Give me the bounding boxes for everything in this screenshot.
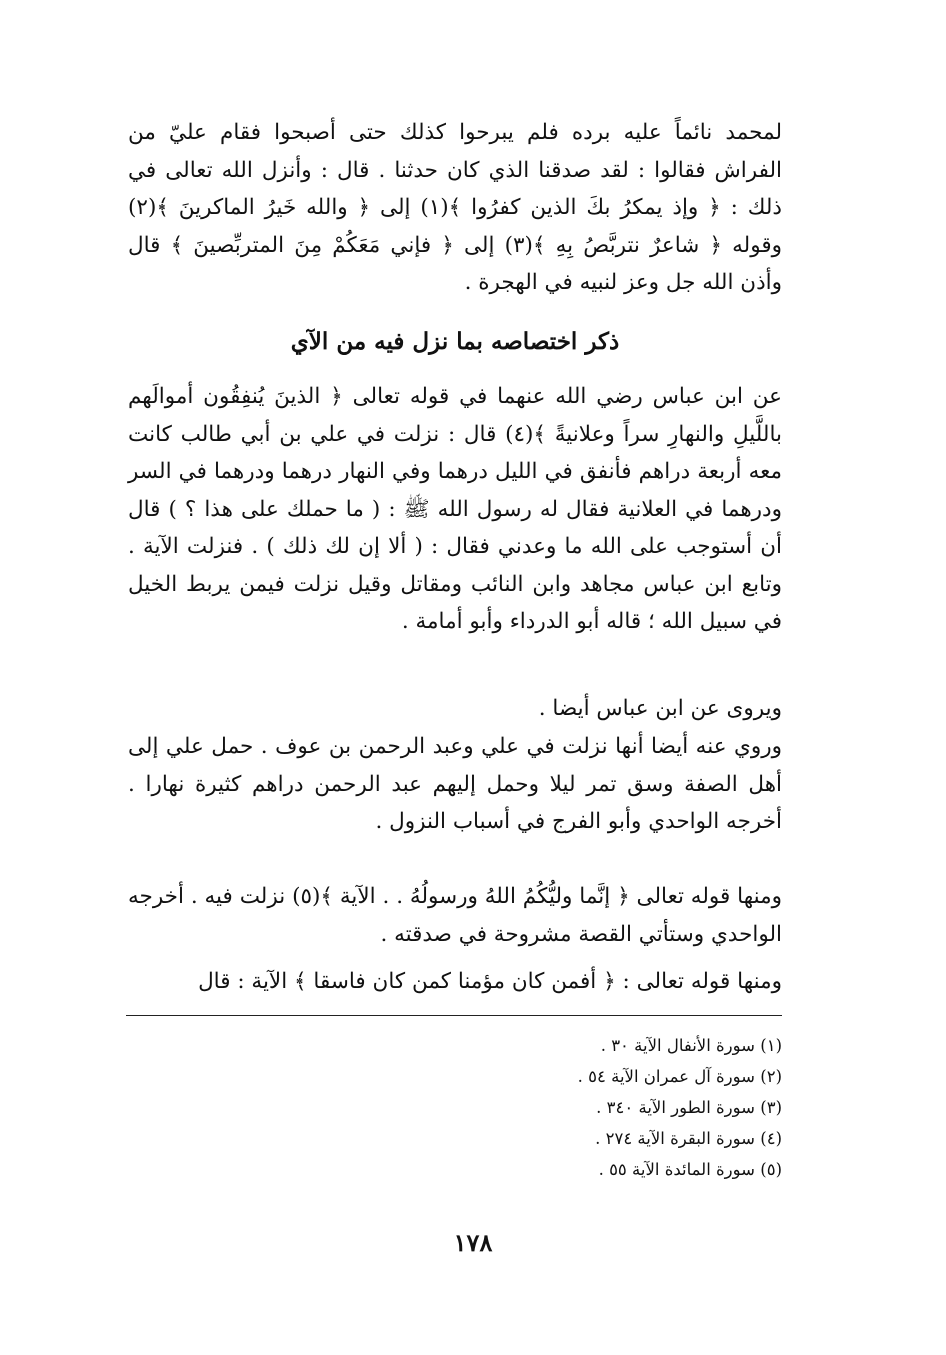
paragraph-innama: ومنها قوله تعالى ﴿ إنَّما وليُّكُمُ اللهُ ورسولُهُ . . الآية ﴾(٥) نزلت فيه . أخرجه الواحدي وستأتي القصة مشروحة في صدقته .	[128, 884, 782, 947]
paragraph-ibn-abbas: عن ابن عباس رضي الله عنهما في قوله تعالى ﴿ الذينَ يُنفِقُون أموالَهم باللَّيلِ والنهارِ سراً وعلانيةً ﴾(٤) قال : نزلت في علي بن أبي طالب كانت معه أربعة دراهم فأنفق في الليل درهما وفي النهار درهما ودرهما في السر ودرهما في العلانية فقال له رسول الله ﷺ : ( ما حملك على هذا ؟ ) قال أن أستوجب على الله ما وعدني فقال : ( ألا إن لك ذلك ) . فنزلت الآية . وتابع ابن عباس مجاهد وابن النائب ومقاتل وقيل نزلت فيمن يربط الخيل في سبيل الله ؛ قاله أبو الدرداء وأبو أمامة .	[128, 384, 782, 634]
footnote-item: (٤) سورة البقرة الآية ٢٧٤ .	[595, 1129, 782, 1148]
footnote-item: (١) سورة الأنفال الآية ٣٠ .	[600, 1036, 782, 1055]
section-heading: ذكر اختصاصه بما نزل فيه من الآي	[290, 328, 620, 355]
footnote-item: (٢) سورة آل عمران الآية ٥٤ .	[577, 1067, 782, 1086]
paragraph-also-narrated: ويروى عن ابن عباس أيضا .	[538, 696, 782, 721]
footnote-item: (٣) سورة الطور الآية ٣٤٠ .	[596, 1098, 782, 1117]
page-number: ١٧٨	[453, 1228, 493, 1257]
paragraph-continuation: لمحمد نائماً عليه برده فلم يبرحوا كذلك حتى أصبحوا فقام عليّ من الفراش فقالوا : لقد صدقنا الذي كان حدثنا . قال : وأنزل الله تعالى في ذلك : ﴿ وإذ يمكرُ بكَ الذين كفرُوا ﴾(١) إلى ﴿ والله خَيرُ الماكرينَ ﴾(٢) وقوله ﴿ شاعرٌ نتربَّصُ بِهِ ﴾(٣) إلى ﴿ فإني مَعَكُمْ مِنَ المتربِّصينَ ﴾ قال وأذن الله جل وعز لنبيه في الهجرة .	[128, 120, 782, 295]
paragraph-afaman: ومنها قوله تعالى : ﴿ أفمن كان مؤمنا كمن كان فاسقا ﴾ الآية : قال	[198, 969, 782, 994]
footnote-divider	[126, 1015, 782, 1016]
footnotes-list	[422, 1030, 782, 1185]
footnote-item: (٥) سورة المائدة الآية ٥٥ .	[598, 1160, 782, 1179]
paragraph-abdulrahman: وروي عنه أيضا أنها نزلت في علي وعبد الرحمن بن عوف . حمل علي إلى أهل الصفة وسق تمر ليلا وحمل إليهم عبد الرحمن دراهم كثيرة نهارا . أخرجه الواحدي وأبو الفرج في أسباب النزول .	[128, 734, 782, 834]
